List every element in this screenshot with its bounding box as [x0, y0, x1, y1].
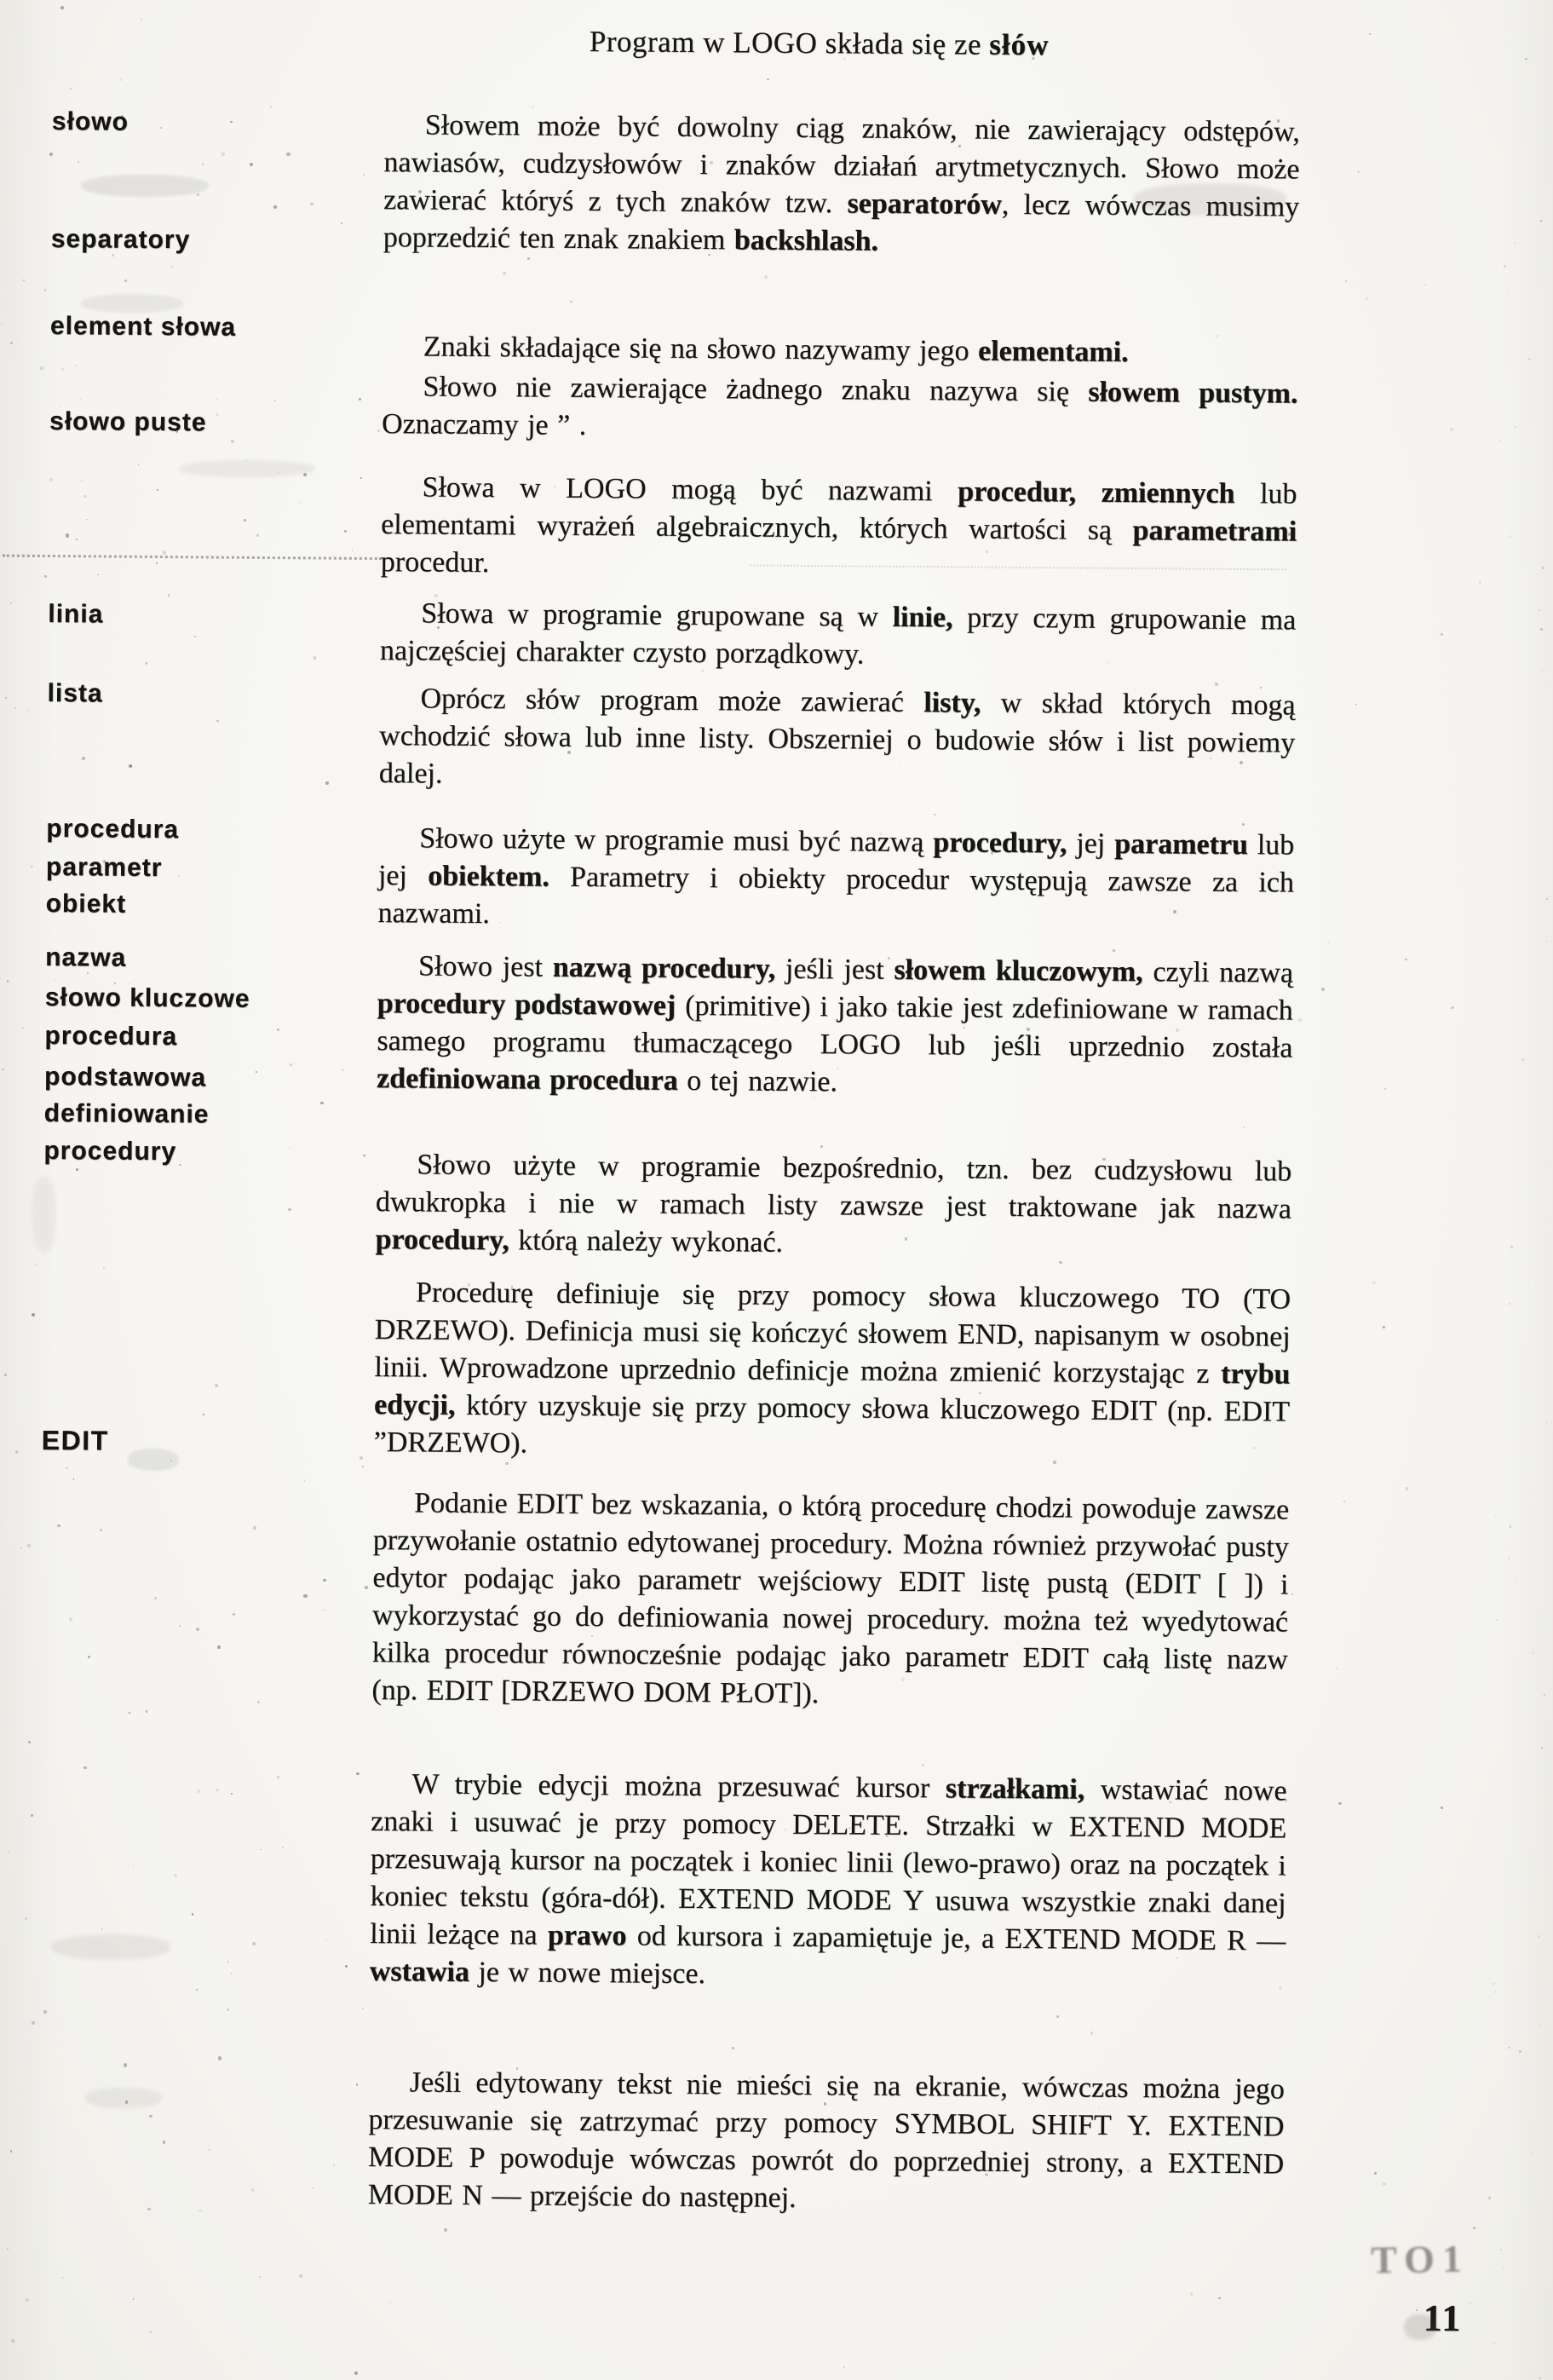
paragraph: Podanie EDIT bez wskazania, o którą procedurę chodzi powoduje zawsze przywołanie ostatnio edytowanej procedury. Można również przywołać pusty edytor podając jako parametr wejściowy EDIT listę pustą (EDIT [ ]) i wykorzystać go do definiowania nowej procedury. można też wyedytować kilka procedur równocześnie podając jako parametr EDIT całą listę nazw (np. EDIT [DRZEWO DOM PŁOT]).	[371, 1487, 1290, 1710]
paragraph: Słowa w LOGO mogą być nazwami procedur, zmiennych lub elementami wyrażeń algebraicznych, których wartości są parametrami procedur.	[380, 471, 1297, 579]
paragraph: Słowo użyte w programie bezpośrednio, tzn. bez cudzysłowu lub dwukropka i nie w ramach listy zawsze jest traktowane jak nazwa procedury, którą należy wykonać.	[375, 1149, 1292, 1259]
margin-term-linia: linia	[48, 599, 104, 629]
margin-term-slowo-kluczowe: słowo kluczowe	[44, 983, 250, 1013]
margin-term-separatory: separatory	[50, 225, 191, 255]
paragraph: Oprócz słów program może zawierać listy, w skład których mogą wchodzić słowa lub inne listy. Obszerniej o budowie słów i list powiemy dalej.	[378, 683, 1296, 790]
margin-term-slowo-puste: słowo puste	[49, 407, 207, 437]
paragraph: Słowem może być dowolny ciąg znaków, nie zawierający odstępów, nawiasów, cudzysłowów i znaków działań arytmetycznych. Słowo może zawierać któryś z tych znaków tzw. separatorów, lecz wówczas musimy poprzedzić ten znak znakiem backshlash.	[382, 109, 1300, 257]
paragraph: W trybie edycji można przesuwać kursor strzałkami, wstawiać nowe znaki i usuwać je przy pomocy DELETE. Strzałki w EXTEND MODE przesuwają kursor na początek i koniec linii (lewo-prawo) oraz na początek i koniec tekstu (góra-dół). EXTEND MODE Y usuwa wszystkie znaki danej linii leżące na prawo od kursora i zapamiętuje je, a EXTEND MODE R — wstawia je w nowe miejsce.	[369, 1768, 1287, 1991]
paragraph: Procedurę definiuje się przy pomocy słowa kluczowego TO (TO DRZEWO). Definicja musi się kończyć słowem END, napisanym w osobnej linii. Wprowadzone uprzednio definicje można zmienić korzystając z trybu edycji, który uzyskuje się przy pomocy słowa kluczowego EDIT (np. EDIT ”DRZEWO).	[373, 1276, 1291, 1460]
margin-term-element-slowa: element słowa	[49, 312, 237, 342]
margin-term-nazwa: nazwa	[45, 942, 127, 972]
margin-term-lista: lista	[47, 678, 103, 708]
paragraph: Słowa w programie grupowane są w linie, przy czym grupowanie ma najczęściej charakter czysto porządkowy.	[379, 597, 1297, 671]
page-heading: Program w LOGO składa się ze słów	[589, 24, 1050, 62]
paragraph: Słowo jest nazwą procedury, jeśli jest słowem kluczowym, czyli nazwą procedury podstawowej (primitive) i jako takie jest zdefiniowane w ramach samego programu tłumaczącego LOGO lub jeśli uprzednio została zdefiniowana procedura o tej nazwie.	[376, 950, 1294, 1098]
margin-term-procedura-2: procedura	[44, 1021, 178, 1052]
paragraph: Znaki składające się na słowo nazywamy jego elementami.	[423, 331, 1129, 368]
margin-term-obiekt: obiekt	[45, 889, 127, 919]
margin-term-slowo: słowo	[51, 107, 129, 136]
dotted-scan-artifact	[3, 555, 382, 560]
margin-term-podstawowa: podstawowa	[43, 1062, 207, 1092]
margin-term-procedura: procedura	[46, 814, 180, 844]
page-number: 11	[1423, 2296, 1463, 2340]
paragraph: Słowo użyte w programie musi być nazwą procedury, jej parametru lub jej obiektem. Parametry i obiekty procedur występują zawsze za ich nazwami.	[377, 822, 1295, 931]
margin-term-procedury: procedury	[43, 1136, 177, 1167]
margin-term-parametr: parametr	[45, 852, 163, 883]
margin-term-definiowanie: definiowanie	[43, 1098, 210, 1129]
paragraph: Jeśli edytowany tekst nie mieści się na ekranie, wówczas można jego przesuwanie się zatrzymać przy pomocy SYMBOL SHIFT Y. EXTEND MODE P powoduje wówczas powrót do poprzedniej strony, a EXTEND MODE N — przejście do następnej.	[367, 2066, 1285, 2214]
margin-term-edit: EDIT	[41, 1424, 109, 1456]
paragraph: Słowo nie zawierające żadnego znaku nazywa się słowem pustym. Oznaczamy je ” .	[381, 371, 1298, 441]
faint-stamp: TO1	[1370, 2236, 1470, 2282]
